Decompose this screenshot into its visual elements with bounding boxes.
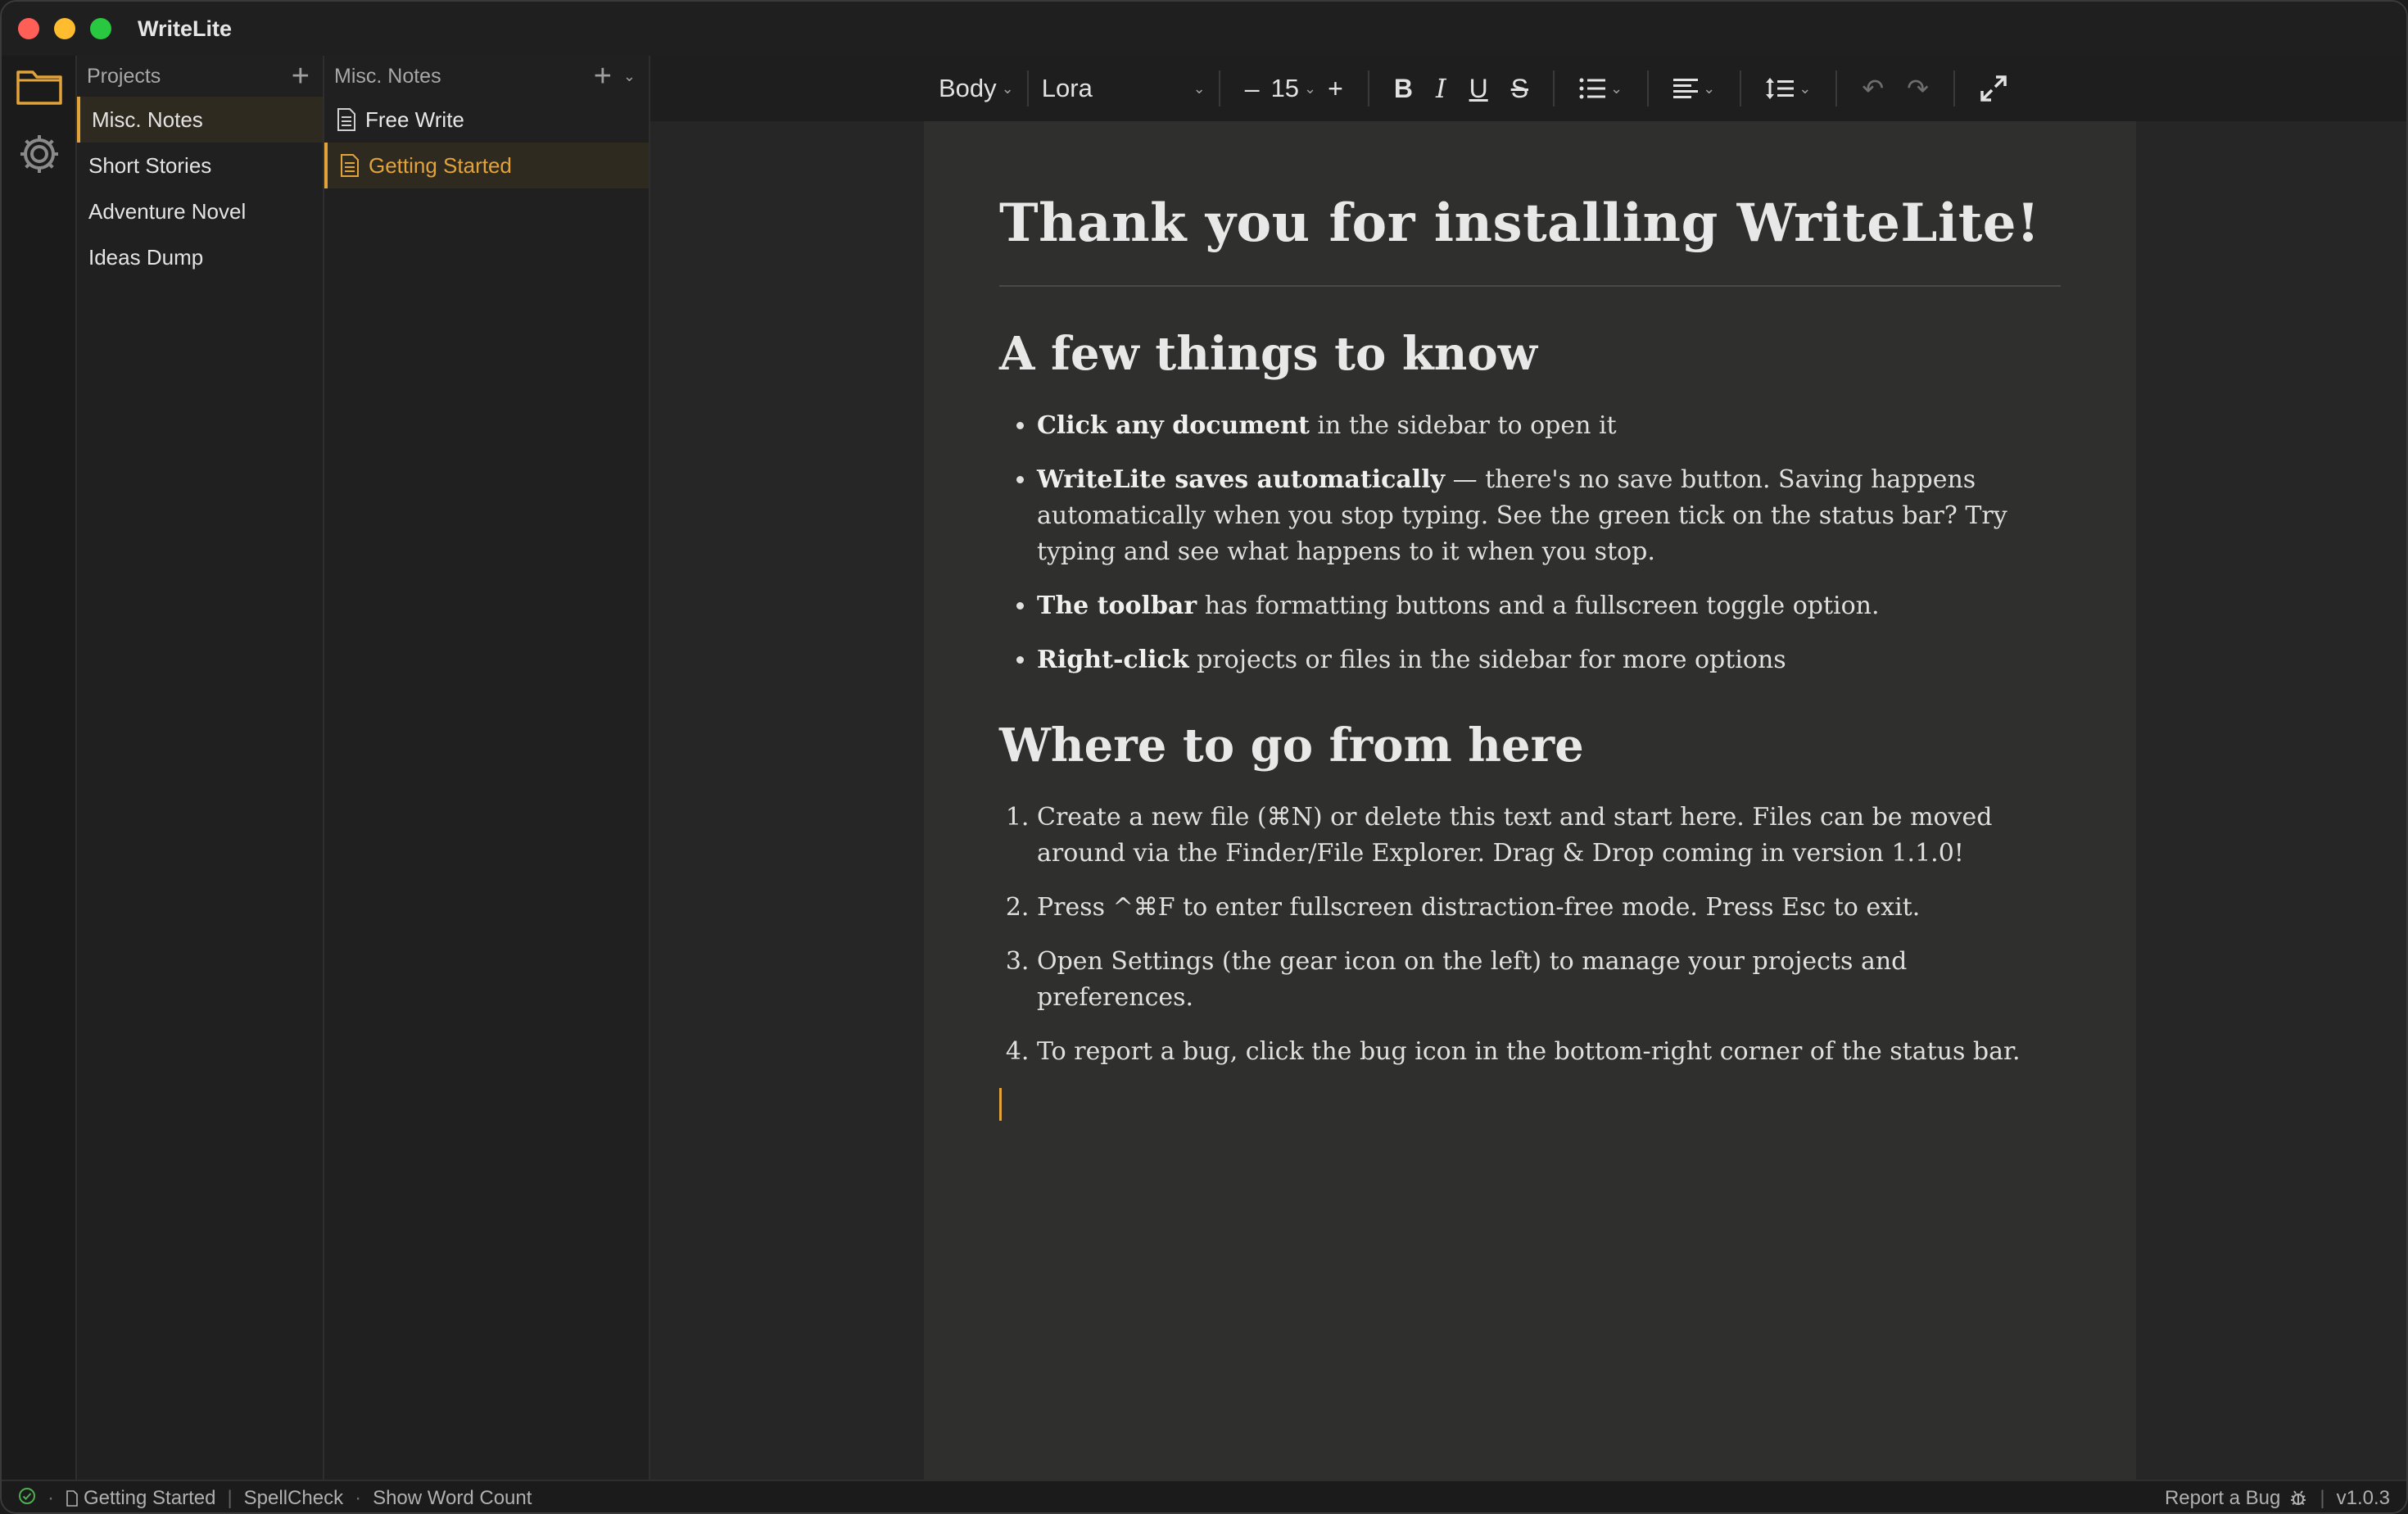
project-item-label: Misc. Notes xyxy=(92,107,203,132)
list-item-text: — there's no save button. Saving happens automatically when you stop typing. See the green tick on the status bar? Try typing and see what happens to it when you stop. xyxy=(1037,465,2007,566)
numbered-list xyxy=(999,800,2061,1070)
toolbar-divider xyxy=(1953,70,1955,107)
spellcheck-toggle[interactable]: SpellCheck xyxy=(243,1487,344,1509)
formatting-toolbar xyxy=(650,56,2408,121)
editor-area xyxy=(650,56,2408,1480)
file-item-label: Getting Started xyxy=(369,152,512,178)
font-family-select[interactable] xyxy=(1042,74,1206,103)
close-window-button[interactable] xyxy=(18,18,39,39)
bug-icon xyxy=(2288,1489,2308,1508)
project-item-label: Ideas Dump xyxy=(88,244,204,270)
project-item-short-stories[interactable] xyxy=(77,143,323,188)
projects-header-label: Projects xyxy=(87,64,161,88)
toolbar-divider xyxy=(1219,70,1220,107)
redo-icon[interactable]: ↷ xyxy=(1907,74,1929,103)
status-bar xyxy=(2,1480,2406,1514)
list-item: 3. Open Settings (the gear icon on the left) to manage your projects and preferences. xyxy=(1037,944,2061,1016)
text-align-icon[interactable] xyxy=(1662,77,1727,100)
current-file-name: Getting Started xyxy=(84,1487,216,1509)
separator-dot: · xyxy=(48,1487,54,1509)
list-item xyxy=(1037,642,2061,678)
text-cursor xyxy=(999,1088,1002,1121)
chevron-down-icon: ⌄ xyxy=(1193,79,1206,97)
document-title: Thank you for installing WriteLite! xyxy=(999,195,2061,287)
separator-dot: · xyxy=(355,1487,362,1509)
window-controls xyxy=(18,18,111,39)
icon-rail xyxy=(2,56,77,1480)
word-count-toggle[interactable]: Show Word Count xyxy=(373,1487,532,1509)
project-item-adventure-novel[interactable] xyxy=(77,188,323,234)
files-header xyxy=(324,56,649,97)
list-item-text: has formatting buttons and a fullscreen toggle option. xyxy=(1197,591,1880,620)
increase-font-size-icon[interactable]: + xyxy=(1328,73,1343,103)
maximize-window-button[interactable] xyxy=(90,18,111,39)
projects-folder-icon[interactable] xyxy=(13,59,66,111)
paragraph-style-select[interactable] xyxy=(939,74,1014,103)
fullscreen-toggle-icon[interactable] xyxy=(1968,75,2019,102)
toolbar-divider xyxy=(1368,70,1369,107)
separator-pipe: | xyxy=(227,1487,233,1509)
section-heading: Where to go from here xyxy=(999,718,1584,773)
list-item: 4. To report a bug, click the bug icon in the bottom-right corner of the status bar. xyxy=(1037,1034,2061,1070)
app-title: WriteLite xyxy=(138,16,233,41)
toolbar-divider xyxy=(1835,70,1837,107)
saved-tick-icon xyxy=(18,1487,36,1511)
chevron-down-icon: ⌄ xyxy=(1703,79,1716,97)
document-icon xyxy=(339,153,360,178)
files-header-label: Misc. Notes xyxy=(334,64,441,88)
files-panel xyxy=(324,56,650,1480)
line-spacing-icon[interactable] xyxy=(1754,77,1822,100)
font-size-value: 15 xyxy=(1270,74,1300,102)
chevron-down-icon: ⌄ xyxy=(1799,79,1812,97)
projects-header xyxy=(77,56,323,97)
project-item-label: Short Stories xyxy=(88,152,212,178)
list-item xyxy=(1037,462,2061,570)
projects-panel xyxy=(77,56,324,1480)
font-size-select[interactable] xyxy=(1271,74,1317,103)
chevron-down-icon: ⌄ xyxy=(1304,79,1317,97)
list-item: 1. Create a new file (⌘N) or delete this text and start here. Files can be moved around via the Finder/File Explorer. Drag & Drop coming in version 1.1.0! xyxy=(1037,800,2061,872)
report-bug-label: Report a Bug xyxy=(2164,1487,2281,1509)
project-item-ideas-dump[interactable] xyxy=(77,234,323,280)
list-item-text: in the sidebar to open it xyxy=(1309,410,1617,440)
add-file-icon[interactable]: + xyxy=(593,59,612,93)
document-icon xyxy=(66,1490,79,1507)
bold-text: Click any document xyxy=(1037,410,1310,440)
undo-icon[interactable]: ↶ xyxy=(1862,74,1885,103)
version-label: v1.0.3 xyxy=(2336,1487,2390,1509)
project-item-misc-notes[interactable] xyxy=(77,97,323,143)
list-item: 2. Press ^⌘F to enter fullscreen distraction-free mode. Press Esc to exit. xyxy=(1037,890,2061,926)
strikethrough-icon[interactable]: S xyxy=(1510,73,1529,103)
settings-gear-icon[interactable] xyxy=(13,128,66,180)
list-item-text: projects or files in the sidebar for more options xyxy=(1188,645,1786,674)
current-file-indicator[interactable] xyxy=(66,1487,215,1510)
decrease-font-size-icon[interactable]: – xyxy=(1244,73,1260,103)
document-body[interactable] xyxy=(999,195,2061,1121)
bold-text: Right-click xyxy=(1037,645,1189,674)
file-item-label: Free Write xyxy=(365,107,464,132)
separator-pipe: | xyxy=(2320,1487,2325,1509)
bold-icon[interactable]: B xyxy=(1393,73,1413,103)
toolbar-divider xyxy=(1027,70,1029,107)
minimize-window-button[interactable] xyxy=(54,18,75,39)
chevron-down-icon: ⌄ xyxy=(1610,79,1623,97)
italic-icon[interactable]: I xyxy=(1435,73,1446,104)
add-project-icon[interactable]: + xyxy=(291,59,310,93)
underline-icon[interactable]: U xyxy=(1469,73,1488,103)
title-bar xyxy=(2,2,2406,56)
document-page[interactable] xyxy=(924,121,2136,1480)
bullet-list-icon[interactable] xyxy=(1568,77,1634,100)
bold-text: WriteLite saves automatically xyxy=(1037,465,1446,494)
report-bug-button[interactable] xyxy=(2165,1487,2308,1510)
file-item-free-write[interactable] xyxy=(324,97,649,143)
chevron-down-icon[interactable]: ⌄ xyxy=(622,67,636,84)
file-item-getting-started[interactable] xyxy=(324,143,649,188)
list-item xyxy=(1037,408,2061,444)
toolbar-divider xyxy=(1647,70,1649,107)
list-item xyxy=(1037,588,2061,624)
toolbar-divider xyxy=(1740,70,1741,107)
chevron-down-icon: ⌄ xyxy=(1001,79,1014,97)
bullet-list xyxy=(999,408,2061,678)
section-heading: A few things to know xyxy=(999,327,1537,382)
paragraph-style-value: Body xyxy=(939,74,997,102)
project-item-label: Adventure Novel xyxy=(88,198,247,224)
document-icon xyxy=(336,107,357,132)
font-family-value: Lora xyxy=(1041,74,1093,102)
bold-text: The toolbar xyxy=(1037,591,1197,620)
toolbar-divider xyxy=(1553,70,1555,107)
